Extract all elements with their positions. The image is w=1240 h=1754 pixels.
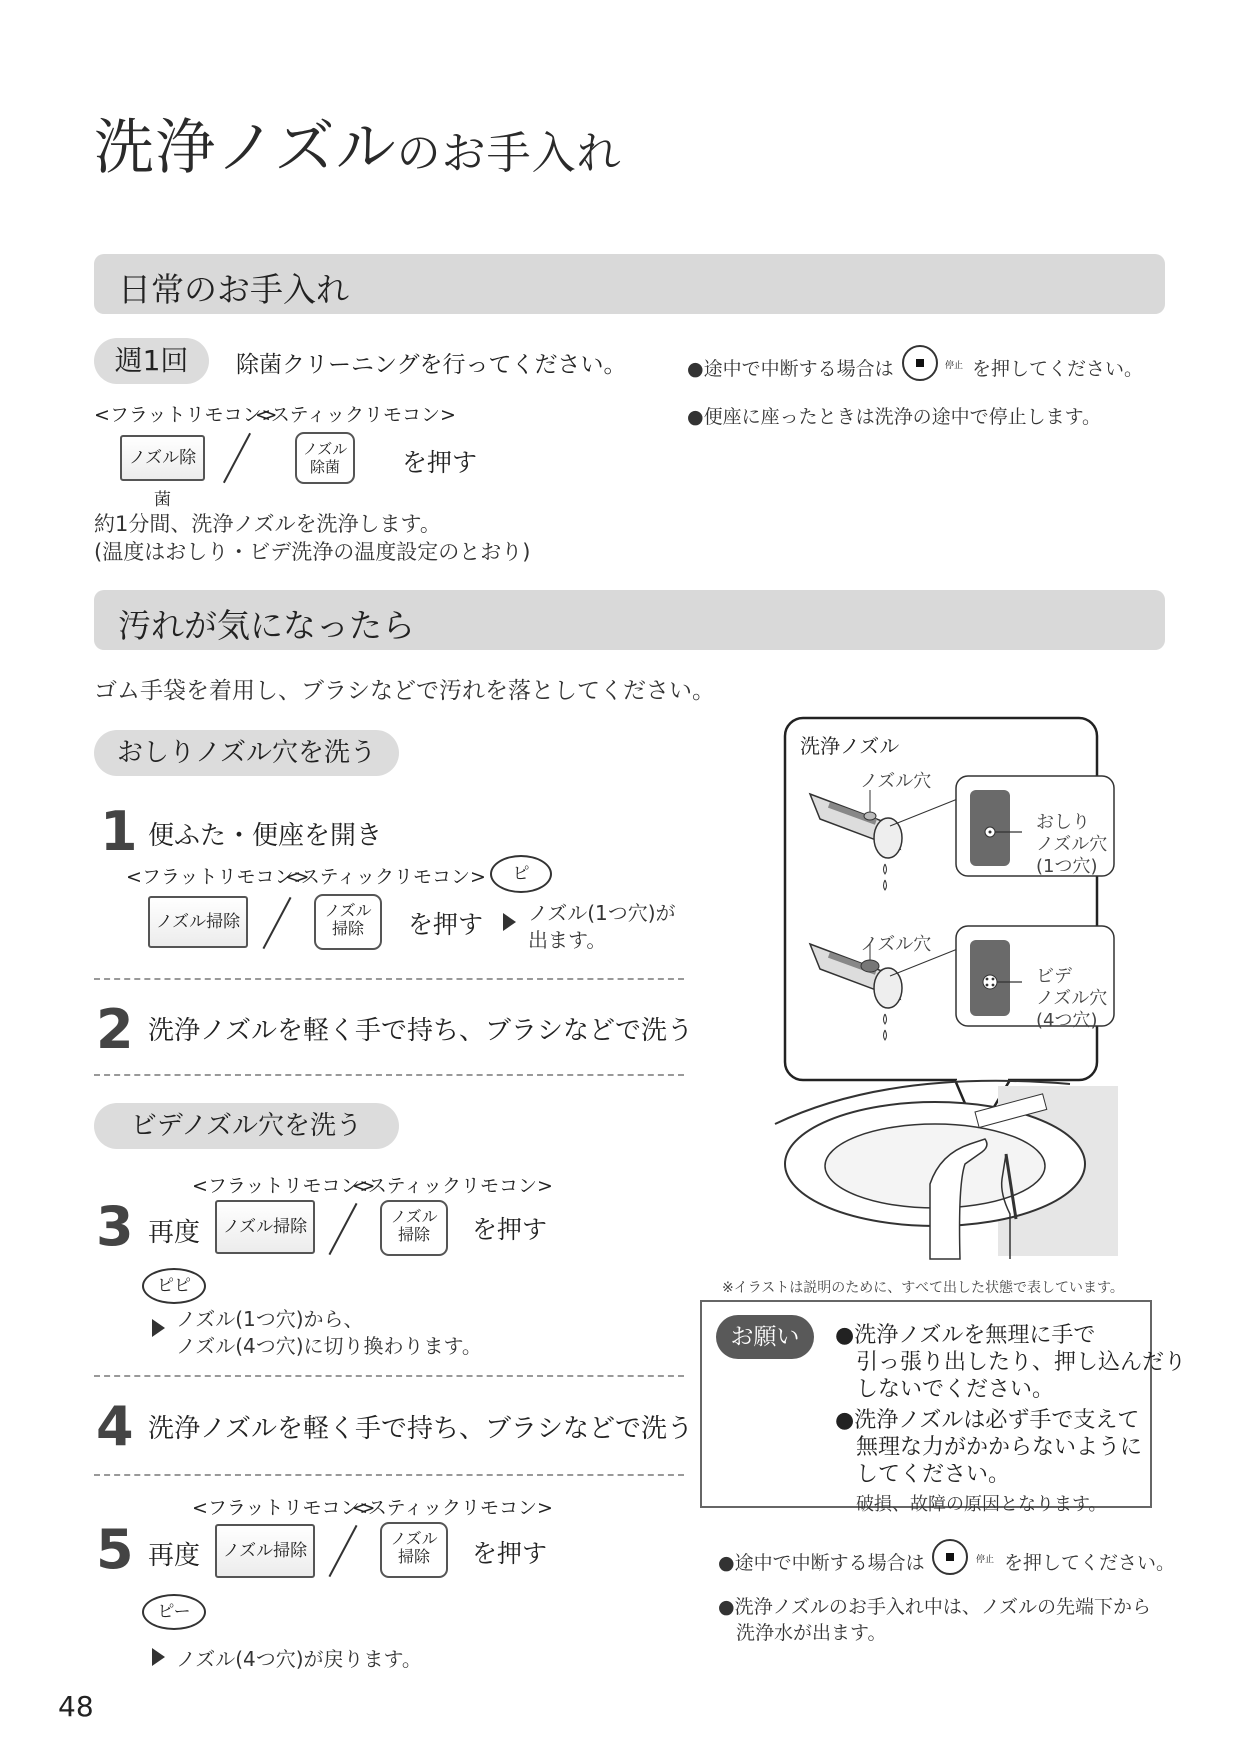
hole-label-1: ノズル穴 <box>860 771 932 792</box>
frequency-badge: 週1回 <box>94 338 209 384</box>
request-item1-line3: しないでください。 <box>856 1377 1055 1402</box>
separator-slash <box>329 1525 358 1577</box>
title-main: 洗浄ノズル <box>94 113 397 183</box>
bidet-label-3: (4つ穴) <box>1036 1010 1098 1031</box>
nozzle-sterilize-stick-button[interactable] <box>295 432 355 484</box>
stick-button-line1: ノズル <box>302 440 348 458</box>
request-item1-line2: 引っ張り出したり、押し込んだり <box>856 1350 1187 1375</box>
request-item1-line1: ●洗浄ノズルを無理に手で <box>835 1323 1096 1348</box>
step1-remocon-stick: <スティックリモコン> <box>285 866 486 888</box>
step5-press: を押す <box>472 1539 548 1568</box>
step3-remocon-flat: <フラットリモコン> <box>192 1175 376 1197</box>
page-number: 48 <box>58 1690 94 1723</box>
section-daily-heading: 日常のお手入れ <box>118 270 349 309</box>
step1-remocon-flat: <フラットリモコン> <box>126 866 310 888</box>
stop-note-pre: ●途中で中断する場合は <box>687 358 894 380</box>
water-note-2: 洗浄水が出ます。 <box>736 1622 887 1644</box>
sound-bubble: ピー <box>142 1594 206 1630</box>
sound-bubble: ピ <box>490 855 552 893</box>
step2-number: 2 <box>96 998 134 1061</box>
bidet-label-2: ノズル穴 <box>1036 988 1108 1009</box>
stick-button-line2: 掃除 <box>331 919 364 938</box>
separator-slash <box>263 897 292 949</box>
section-daily-care <box>94 254 1165 314</box>
step-divider <box>94 1375 684 1377</box>
request-item2-line3: してください。 <box>856 1462 1011 1487</box>
step3-result-1: ノズル(1つ穴)から、 <box>176 1307 364 1331</box>
step3-number: 3 <box>96 1195 134 1258</box>
step3-remocon-stick: <スティックリモコン> <box>352 1175 553 1197</box>
nozzle-clean-flat-button[interactable]: ノズル掃除 <box>215 1524 315 1578</box>
result-arrow-icon <box>503 913 516 931</box>
separator-slash <box>223 433 251 483</box>
request-item2-line2: 無理な力がかからないように <box>856 1435 1143 1460</box>
nozzle-sterilize-flat-button[interactable]: ノズル除菌 <box>120 435 205 481</box>
stick-button-line1: ノズル <box>324 901 372 920</box>
bottom-stop-note-pre: ●途中で中断する場合は <box>718 1552 925 1574</box>
stop-button-icon <box>932 1539 968 1575</box>
title-sub: のお手入れ <box>396 128 622 179</box>
nozzle-clean-stick-button[interactable] <box>380 1522 448 1578</box>
daily-instruction: 除菌クリーニングを行ってください。 <box>236 352 627 378</box>
section-dirty-heading: 汚れが気になったら <box>118 606 415 645</box>
seat-stop-note: ●便座に座ったときは洗浄の途中で停止します。 <box>687 406 1102 428</box>
step1-result-2: 出ます。 <box>528 928 607 952</box>
step5-number: 5 <box>96 1518 134 1581</box>
step-divider <box>94 978 684 980</box>
daily-desc-1: 約1分間、洗浄ノズルを洗浄します。 <box>94 512 441 536</box>
stick-button-line2: 掃除 <box>397 1547 430 1566</box>
step5-again: 再度 <box>148 1541 201 1571</box>
bottom-stop-note-post: を押してください。 <box>1004 1552 1176 1574</box>
stop-note-post: を押してください。 <box>972 358 1144 380</box>
oshiri-label-1: おしり <box>1036 812 1090 833</box>
illustration-title: 洗浄ノズル <box>800 734 900 758</box>
request-item2-line1: ●洗浄ノズルは必ず手で支えて <box>835 1408 1140 1433</box>
step3-result-2: ノズル(4つ穴)に切り換わります。 <box>176 1334 482 1358</box>
oshiri-label-2: ノズル穴 <box>1036 834 1108 855</box>
step3-again: 再度 <box>148 1218 201 1248</box>
stop-button-icon <box>902 345 938 381</box>
step1-result-1: ノズル(1つ穴)が <box>528 901 676 925</box>
step4-number: 4 <box>96 1395 134 1458</box>
result-arrow-icon <box>152 1319 165 1337</box>
page-title <box>94 100 622 186</box>
nozzle-clean-flat-button[interactable]: ノズル掃除 <box>215 1200 315 1254</box>
toilet-hands-drawing <box>775 1081 1118 1259</box>
press-label: を押す <box>402 448 478 477</box>
daily-desc-2: (温度はおしり・ビデ洗浄の温度設定のとおり) <box>94 540 531 564</box>
stick-button-line2: 除菌 <box>309 458 340 476</box>
bidet-label-1: ビデ <box>1036 966 1072 987</box>
stick-button-line2: 掃除 <box>397 1225 430 1244</box>
remocon-stick-label: <スティックリモコン> <box>255 404 456 426</box>
stop-button-label: 停止 <box>976 1555 995 1565</box>
illustration-caption: ※イラストは説明のために、すべて出した状態で表しています。 <box>722 1280 1124 1296</box>
dirty-intro: ゴム手袋を着用し、ブラシなどで汚れを落としてください。 <box>94 678 715 704</box>
step1-press: を押す <box>408 910 484 939</box>
step4-text: 洗浄ノズルを軽く手で持ち、ブラシなどで洗う <box>148 1414 693 1444</box>
step5-remocon-flat: <フラットリモコン> <box>192 1497 376 1519</box>
step1-number: 1 <box>100 800 138 863</box>
oshiri-label-3: (1つ穴) <box>1036 856 1098 877</box>
nozzle-clean-stick-button[interactable] <box>314 894 382 950</box>
nozzle-clean-flat-button[interactable]: ノズル掃除 <box>148 896 248 948</box>
request-item2-line4: 破損、故障の原因となります。 <box>856 1494 1107 1515</box>
separator-slash <box>329 1203 358 1255</box>
oshiri-nozzle-pill: おしりノズル穴を洗う <box>94 730 399 776</box>
section-when-dirty <box>94 590 1165 650</box>
stick-button-line1: ノズル <box>390 1529 438 1548</box>
step3-press: を押す <box>472 1215 548 1244</box>
step-divider <box>94 1474 684 1476</box>
hole-label-2: ノズル穴 <box>860 934 932 955</box>
result-arrow-icon <box>152 1648 165 1666</box>
water-note-1: ●洗浄ノズルのお手入れ中は、ノズルの先端下から <box>718 1596 1152 1618</box>
stop-button-label: 停止 <box>945 361 964 371</box>
step5-remocon-stick: <スティックリモコン> <box>352 1497 553 1519</box>
bidet-nozzle-pill: ビデノズル穴を洗う <box>94 1103 399 1149</box>
request-badge: お願い <box>716 1315 814 1359</box>
nozzle-clean-stick-button[interactable] <box>380 1200 448 1256</box>
step1-text: 便ふた・便座を開き <box>148 821 383 851</box>
step2-text: 洗浄ノズルを軽く手で持ち、ブラシなどで洗う <box>148 1016 693 1046</box>
sound-bubble: ピピ <box>142 1268 206 1304</box>
remocon-flat-label: <フラットリモコン> <box>94 404 278 426</box>
stick-button-line1: ノズル <box>390 1207 438 1226</box>
step5-result: ノズル(4つ穴)が戻ります。 <box>176 1647 422 1671</box>
step-divider <box>94 1074 684 1076</box>
